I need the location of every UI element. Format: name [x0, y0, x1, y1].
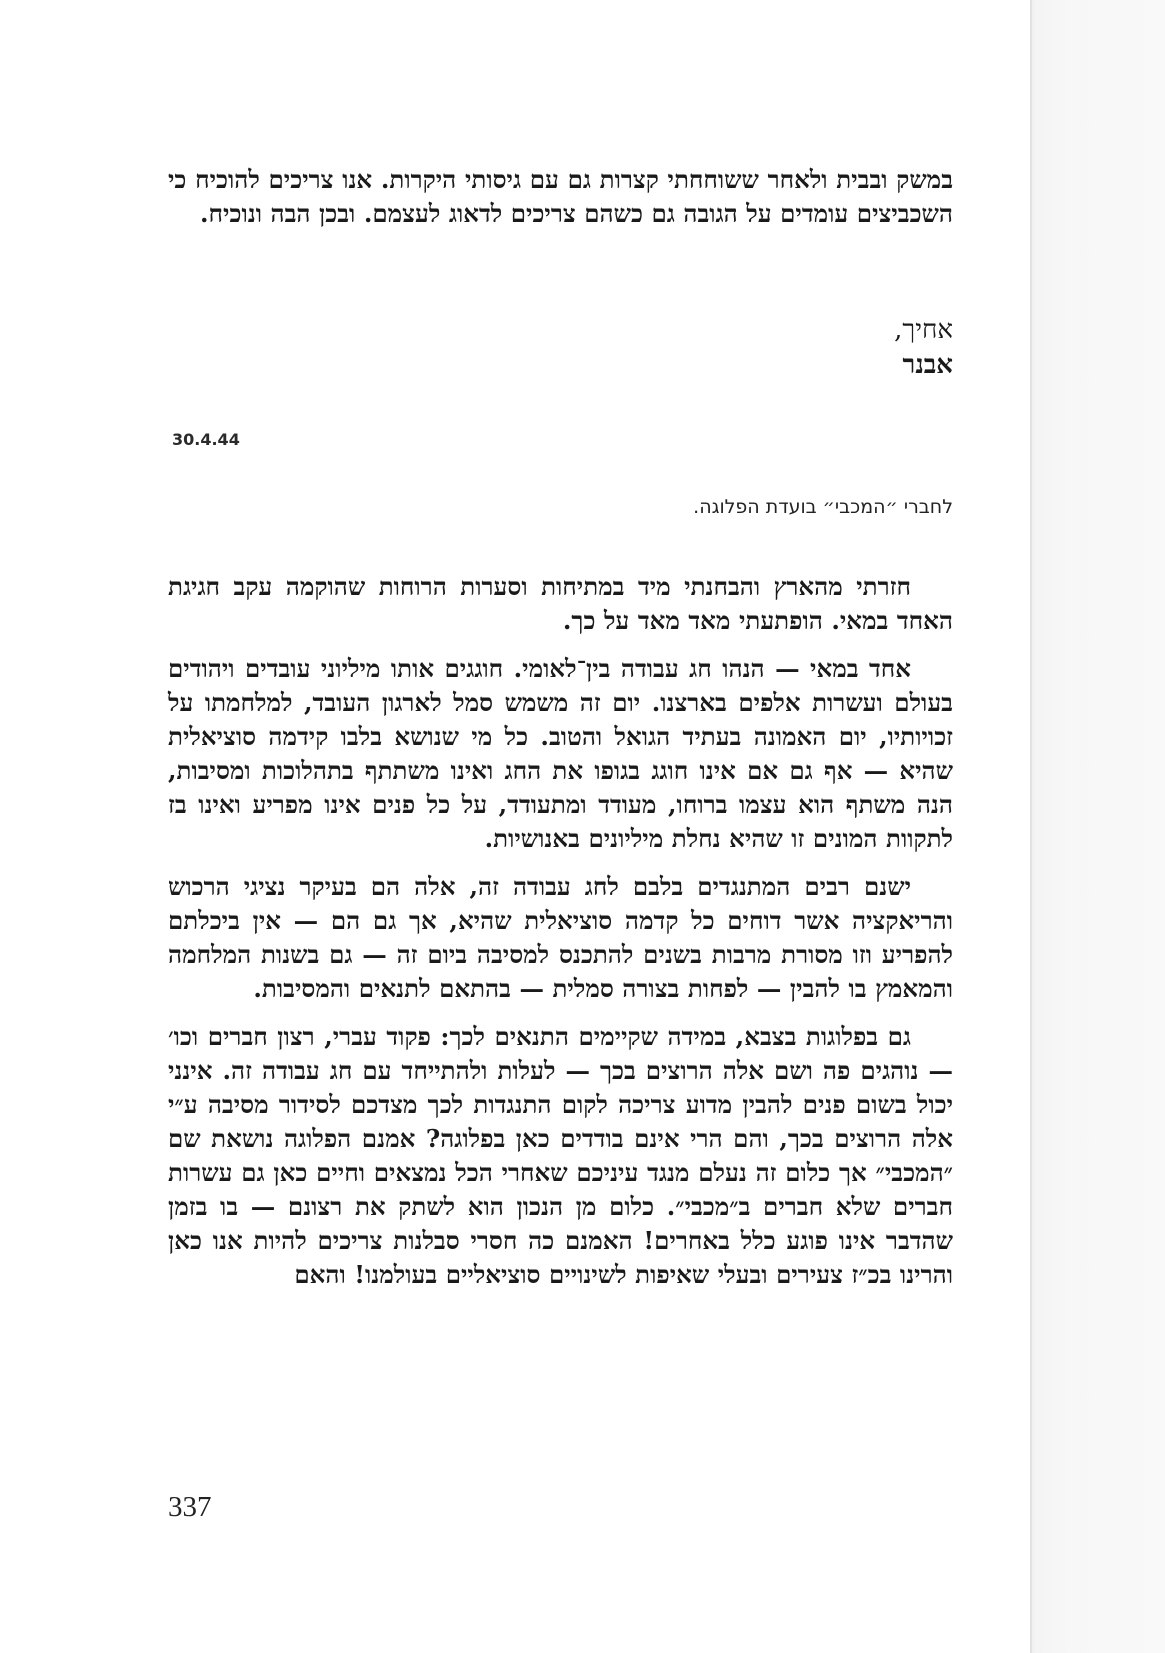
body-paragraph-3: ישנם רבים המתנגדים בלבם לחג עבודה זה, אלה הם בעיקר נציגי הרכוש והריאקציה אשר דוחים כל קדמה סוציאלית שהיא, אך גם הם — אין ביכלתם להפריע וזו מסורת מרבות בשנים להתכנס למסיבה ביום זה — גם בשנות המלחמה והמאמץ בו להבין — לפחות בצורה סמלית — בהתאם לתנאים והמסיבות.	[168, 872, 953, 1003]
body-paragraph-1: חזרתי מהארץ והבחנתי מיד במתיחות וסערות הרוחות שהוקמה עקב חגיגת האחד במאי. הופתעתי מאד מאד על כך.	[168, 572, 953, 635]
letter-closing	[168, 313, 953, 383]
page-edge-shadow	[1030, 0, 1165, 1653]
letter-date: 30.4.44	[172, 430, 240, 449]
opening-paragraph-block	[168, 163, 953, 231]
page-edge-line	[1030, 0, 1032, 1653]
signature-name: אבנר	[902, 350, 953, 380]
page-number: 337	[168, 1491, 212, 1523]
opening-paragraph: במשק ובבית ולאחר ששוחחתי קצרות גם עם גיסותי היקרות. אנו צריכים להוכיח כי השכביצים עומדים על הגובה גם כשהם צריכים לדאוג לעצמם. ובכן הבה ונוכיח.	[168, 165, 953, 228]
salutation: אחיך,	[894, 315, 953, 345]
body-paragraph-4: גם בפלוגות בצבא, במידה שקיימים התנאים לכך: פקוד עברי, רצון חברים וכו׳ — נוהגים פה ושם אלה הרוצים בכך — לעלות ולהתייחד עם חג עבודה זה. אינני יכול בשום פנים להבין מדוע צריכה לקום התנגדות לכך מצדכם לסידור מסיבה ע״י אלה הרוצים בכך, והם הרי אינם בודדים כאן בפלוגה? אמנם הפלוגה נושאת שם ״המכבי״ אך כלום זה נעלם מנגד עיניכם שאחרי הכל נמצאים וחיים כאן גם עשרות חברים שלא חברים ב״מכבי״. כלום מן הנכון הוא לשתק את רצונם — בו בזמן שהדבר אינו פוגע כלל באחרים! האמנם כה חסרי סבלנות צריכים להיות אנו כאן והרינו בכ״ז צעירים ובעלי שאיפות לשינויים סוציאליים בעולמנו! והאם	[168, 1022, 953, 1289]
letter-body	[168, 570, 953, 1292]
letter-heading: לחברי ״המכבי״ בועדת הפלוגה.	[693, 496, 953, 518]
body-paragraph-2: אחד במאי — הנהו חג עבודה בין־לאומי. חוגגים אותו מיליוני עובדים ויהודים בעולם ועשרות אלפים בארצנו. יום זה משמש סמל לארגון העובד, למלחמתו על זכויותיו, יום האמונה בעתיד הגואל והטוב. כל מי שנושא בלבו קידמה סוציאלית שהיא — אף גם אם אינו חוגג בגופו את החג ואינו משתתף בתהלוכות ומסיבות, הנה משתף הוא עצמו ברוחו, מעודד ומתעודד, על כל פנים אינו מפריע ואינו בז לתקוות המונים זו שהיא נחלת מיליונים באנושיות.	[168, 654, 953, 853]
